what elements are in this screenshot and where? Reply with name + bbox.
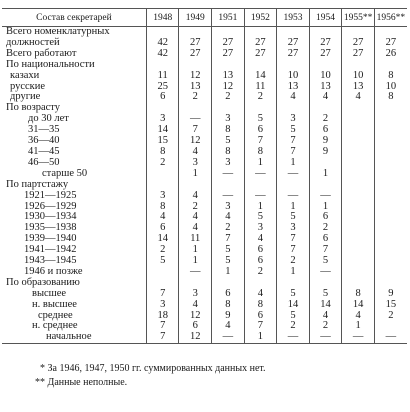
table-cell: 10: [374, 82, 407, 93]
table-cell: 8: [342, 289, 375, 300]
row-label: 41—45: [28, 145, 60, 157]
table-cell: [374, 191, 407, 202]
row-label: Всего работают: [6, 47, 77, 59]
table-cell: [374, 125, 407, 136]
table-cell: [342, 103, 375, 114]
row-label: По национальности: [6, 58, 95, 70]
table-cell: [374, 60, 407, 71]
table-cell: 6: [212, 289, 245, 300]
table-cell: 42: [146, 49, 179, 60]
table-cell: [374, 256, 407, 267]
row-label: до 30 лет: [28, 113, 69, 125]
row-label: н. высшее: [32, 298, 77, 310]
table-cell: 27: [374, 38, 407, 49]
table-cell: 1: [309, 169, 342, 180]
column-header-year: 1955**: [342, 9, 375, 27]
table-cell: [342, 169, 375, 180]
table-row: [2, 332, 407, 343]
table-cell: 8: [244, 147, 277, 158]
table-cell: 4: [309, 92, 342, 103]
footnote-1: * За 1946, 1947, 1950 гг. суммированных данных нет.: [40, 363, 266, 374]
table-cell: [212, 180, 245, 191]
table-cell: 8: [244, 300, 277, 311]
table-row: [2, 180, 407, 191]
footnote-2: ** Данные неполные.: [35, 377, 128, 388]
table-cell: 7: [146, 332, 179, 343]
table-cell: [342, 191, 375, 202]
table-cell: 25: [146, 82, 179, 93]
table-cell: 6: [244, 311, 277, 322]
table-cell: 8: [212, 300, 245, 311]
table-cell: [342, 223, 375, 234]
table-cell: 4: [212, 321, 245, 332]
row-label: 1935—1938: [24, 222, 77, 234]
table-row: [2, 125, 407, 136]
table-cell: 5: [277, 125, 310, 136]
table-cell: —: [212, 169, 245, 180]
table-cell: [309, 180, 342, 191]
table-cell: 13: [277, 82, 310, 93]
table-cell: 11: [244, 82, 277, 93]
table-cell: 14: [146, 125, 179, 136]
table-cell: 8: [146, 147, 179, 158]
table-cell: [244, 180, 277, 191]
table-cell: [212, 60, 245, 71]
table-cell: 12: [179, 136, 212, 147]
table-cell: [342, 245, 375, 256]
table-cell: 27: [179, 38, 212, 49]
table-cell: 3: [179, 158, 212, 169]
table-cell: [342, 114, 375, 125]
table-cell: [244, 60, 277, 71]
table-cell: 6: [244, 245, 277, 256]
table-header-row: [2, 9, 407, 27]
table-cell: 4: [309, 311, 342, 322]
row-label: 1941—1942: [24, 244, 77, 256]
table-cell: 13: [309, 82, 342, 93]
table-cell: [342, 180, 375, 191]
table-cell: 2: [146, 245, 179, 256]
table-cell: 4: [342, 92, 375, 103]
table-cell: 3: [277, 114, 310, 125]
table-cell: 9: [309, 147, 342, 158]
table-cell: 8: [212, 147, 245, 158]
table-cell: 4: [277, 92, 310, 103]
column-header-year: 1956**: [374, 9, 407, 27]
table-cell: [374, 169, 407, 180]
table-cell: 1: [179, 245, 212, 256]
table-cell: [146, 60, 179, 71]
table-cell: 4: [244, 234, 277, 245]
table-cell: 1: [244, 202, 277, 213]
table-cell: [374, 147, 407, 158]
table-cell: 2: [244, 92, 277, 103]
table-cell: 26: [374, 49, 407, 60]
table-cell: 2: [146, 158, 179, 169]
table-cell: 3: [179, 289, 212, 300]
table-cell: [374, 212, 407, 223]
table-cell: 8: [374, 71, 407, 82]
table-cell: [277, 180, 310, 191]
column-header-year: 1954: [309, 9, 342, 27]
table-cell: [374, 114, 407, 125]
table-cell: 27: [277, 38, 310, 49]
table-cell: 3: [212, 158, 245, 169]
table-cell: 3: [277, 223, 310, 234]
table-cell: 2: [277, 321, 310, 332]
column-header-year: 1951: [212, 9, 245, 27]
table-cell: 27: [277, 49, 310, 60]
table-cell: 4: [244, 289, 277, 300]
table-cell: 3: [146, 300, 179, 311]
table-cell: 4: [179, 212, 212, 223]
table-cell: 6: [244, 125, 277, 136]
table-cell: 6: [244, 256, 277, 267]
table-cell: 13: [212, 71, 245, 82]
column-header-year: 1949: [179, 9, 212, 27]
table-cell: —: [277, 169, 310, 180]
column-header-year: 1953: [277, 9, 310, 27]
table-cell: 2: [309, 321, 342, 332]
table-cell: [374, 234, 407, 245]
table-cell: 14: [277, 300, 310, 311]
table-cell: 10: [277, 71, 310, 82]
table-cell: —: [212, 332, 245, 343]
table-cell: [342, 60, 375, 71]
table-cell: 27: [244, 49, 277, 60]
table-cell: 15: [146, 136, 179, 147]
table-cell: —: [179, 267, 212, 278]
table-cell: —: [342, 332, 375, 343]
row-label: По возрасту: [6, 102, 61, 114]
row-label: 1943—1945: [24, 255, 77, 267]
table-cell: 9: [374, 289, 407, 300]
table-cell: 1: [342, 321, 375, 332]
table-cell: 1: [277, 158, 310, 169]
row-label: 1946 и позже: [24, 265, 83, 277]
table-cell: 2: [309, 114, 342, 125]
row-label: среднее: [38, 309, 73, 321]
table-cell: 5: [277, 311, 310, 322]
table-cell: 8: [146, 202, 179, 213]
table-cell: [309, 60, 342, 71]
table-row: [2, 136, 407, 147]
table-cell: 7: [179, 125, 212, 136]
table-cell: 11: [146, 71, 179, 82]
table-cell: 11: [179, 234, 212, 245]
table-cell: 5: [309, 256, 342, 267]
row-label: должностей: [6, 36, 60, 48]
column-header-composition: Состав секретарей: [2, 9, 146, 27]
table-cell: 12: [179, 332, 212, 343]
row-label: начальное: [2, 332, 146, 343]
table-cell: 2: [309, 223, 342, 234]
table-cell: [342, 158, 375, 169]
table-cell: 1: [244, 158, 277, 169]
table-cell: [342, 136, 375, 147]
table-cell: 7: [277, 245, 310, 256]
column-header-year: 1952: [244, 9, 277, 27]
table-cell: [374, 245, 407, 256]
table-cell: 2: [277, 256, 310, 267]
table-cell: 12: [212, 82, 245, 93]
table-cell: [146, 180, 179, 191]
table-cell: [342, 212, 375, 223]
table-cell: [342, 267, 375, 278]
table-cell: 7: [277, 234, 310, 245]
table-cell: 2: [244, 267, 277, 278]
table-cell: 6: [179, 321, 212, 332]
table-cell: 7: [277, 147, 310, 158]
table-cell: [179, 180, 212, 191]
table-body: [2, 27, 407, 344]
table-row: [2, 60, 407, 71]
table-cell: 8: [374, 92, 407, 103]
table-cell: 6: [146, 92, 179, 103]
table-cell: 3: [146, 114, 179, 125]
table-cell: [342, 256, 375, 267]
row-label: Всего номенклатурных: [6, 26, 110, 37]
row-label: 1921—1925: [24, 189, 77, 201]
table-cell: 4: [342, 311, 375, 322]
secretaries-table: [2, 8, 407, 344]
table-cell: 27: [179, 49, 212, 60]
table-cell: —: [277, 332, 310, 343]
table-cell: 4: [179, 191, 212, 202]
table-cell: —: [244, 191, 277, 202]
table-cell: 2: [374, 311, 407, 322]
table-cell: [342, 234, 375, 245]
table-cell: 7: [309, 245, 342, 256]
row-label: 46—50: [28, 156, 60, 168]
table-cell: 4: [179, 300, 212, 311]
table-cell: 5: [244, 212, 277, 223]
table-cell: 42: [146, 38, 179, 49]
table-cell: —: [309, 332, 342, 343]
table-cell: 6: [309, 212, 342, 223]
row-label: 31—35: [28, 124, 60, 136]
row-label: 1926—1929: [24, 200, 77, 212]
row-label: высшее: [32, 287, 67, 299]
table-cell: [342, 147, 375, 158]
table-cell: 4: [179, 147, 212, 158]
table-cell: —: [212, 191, 245, 202]
table-cell: 1: [277, 202, 310, 213]
table-cell: 27: [244, 38, 277, 49]
row-label: старше 50: [42, 167, 88, 179]
table-row: [2, 71, 407, 82]
table-cell: 5: [212, 136, 245, 147]
table-cell: 2: [212, 92, 245, 103]
row-label: н. среднее: [32, 320, 78, 332]
table-cell: 1: [212, 267, 245, 278]
table-cell: [342, 202, 375, 213]
table-cell: —: [277, 191, 310, 202]
row-label: 36—40: [28, 135, 60, 147]
table-cell: —: [309, 267, 342, 278]
table-cell: 4: [179, 223, 212, 234]
table-cell: 27: [309, 49, 342, 60]
table-cell: 6: [309, 125, 342, 136]
row-label: 1939—1940: [24, 233, 77, 245]
table-cell: 1: [179, 256, 212, 267]
table-cell: 10: [309, 71, 342, 82]
table-cell: 7: [244, 321, 277, 332]
table-cell: [342, 125, 375, 136]
table-cell: 9: [212, 311, 245, 322]
table-row: [2, 300, 407, 311]
table-cell: 18: [146, 311, 179, 322]
table-cell: 2: [212, 223, 245, 234]
table-cell: 13: [342, 82, 375, 93]
table-cell: 14: [244, 71, 277, 82]
table-cell: 6: [309, 234, 342, 245]
row-label: русские: [10, 80, 46, 92]
table-cell: [146, 169, 179, 180]
table-cell: 6: [146, 223, 179, 234]
table-cell: 12: [179, 311, 212, 322]
table-cell: 5: [277, 212, 310, 223]
table-cell: 1: [179, 169, 212, 180]
table-cell: 3: [212, 202, 245, 213]
table-row: [2, 82, 407, 93]
column-header-year: 1948: [146, 9, 179, 27]
table-cell: 15: [374, 300, 407, 311]
table-cell: [374, 180, 407, 191]
table-cell: 4: [146, 212, 179, 223]
table-cell: 14: [342, 300, 375, 311]
table-cell: 27: [342, 38, 375, 49]
row-label: другие: [10, 91, 41, 103]
table-row: [2, 92, 407, 103]
table-cell: 8: [212, 125, 245, 136]
table-cell: [374, 202, 407, 213]
table-cell: 5: [212, 256, 245, 267]
table-cell: 14: [146, 234, 179, 245]
row-label: казахи: [10, 69, 40, 81]
table-cell: —: [179, 114, 212, 125]
table-cell: 7: [277, 136, 310, 147]
table-cell: 3: [212, 114, 245, 125]
table-cell: 12: [179, 71, 212, 82]
table-cell: —: [374, 332, 407, 343]
table-cell: 5: [212, 245, 245, 256]
table-cell: 4: [212, 212, 245, 223]
table-cell: 7: [146, 321, 179, 332]
table-cell: 5: [309, 289, 342, 300]
table-cell: —: [309, 191, 342, 202]
table-cell: 27: [309, 38, 342, 49]
table-row: [2, 114, 407, 125]
table-cell: 5: [244, 114, 277, 125]
table-cell: 10: [342, 71, 375, 82]
table-row: [2, 191, 407, 202]
table-cell: 27: [342, 49, 375, 60]
table-row: [2, 27, 407, 38]
table-cell: 14: [309, 300, 342, 311]
table-cell: [146, 267, 179, 278]
table-cell: [374, 158, 407, 169]
row-label: По образованию: [6, 276, 80, 288]
table-cell: 7: [244, 136, 277, 147]
table-cell: 3: [244, 223, 277, 234]
table-cell: [374, 136, 407, 147]
table-cell: —: [244, 169, 277, 180]
table-cell: 3: [146, 191, 179, 202]
table-cell: [374, 223, 407, 234]
table-cell: 1: [244, 332, 277, 343]
table-cell: 27: [212, 49, 245, 60]
row-label: 1930—1934: [24, 211, 77, 223]
table-cell: 13: [179, 82, 212, 93]
table-cell: 5: [146, 256, 179, 267]
table-cell: 7: [212, 234, 245, 245]
table-cell: 2: [179, 202, 212, 213]
table-cell: 9: [309, 136, 342, 147]
table-cell: [374, 103, 407, 114]
table-cell: 5: [277, 289, 310, 300]
table-cell: [179, 60, 212, 71]
table-cell: 1: [277, 267, 310, 278]
table-row: [2, 147, 407, 158]
table-cell: 2: [179, 92, 212, 103]
table-cell: 27: [212, 38, 245, 49]
table-cell: 7: [146, 289, 179, 300]
table-cell: 1: [309, 202, 342, 213]
table-cell: [277, 60, 310, 71]
table-cell: [374, 267, 407, 278]
row-label: По партстажу: [6, 178, 69, 190]
